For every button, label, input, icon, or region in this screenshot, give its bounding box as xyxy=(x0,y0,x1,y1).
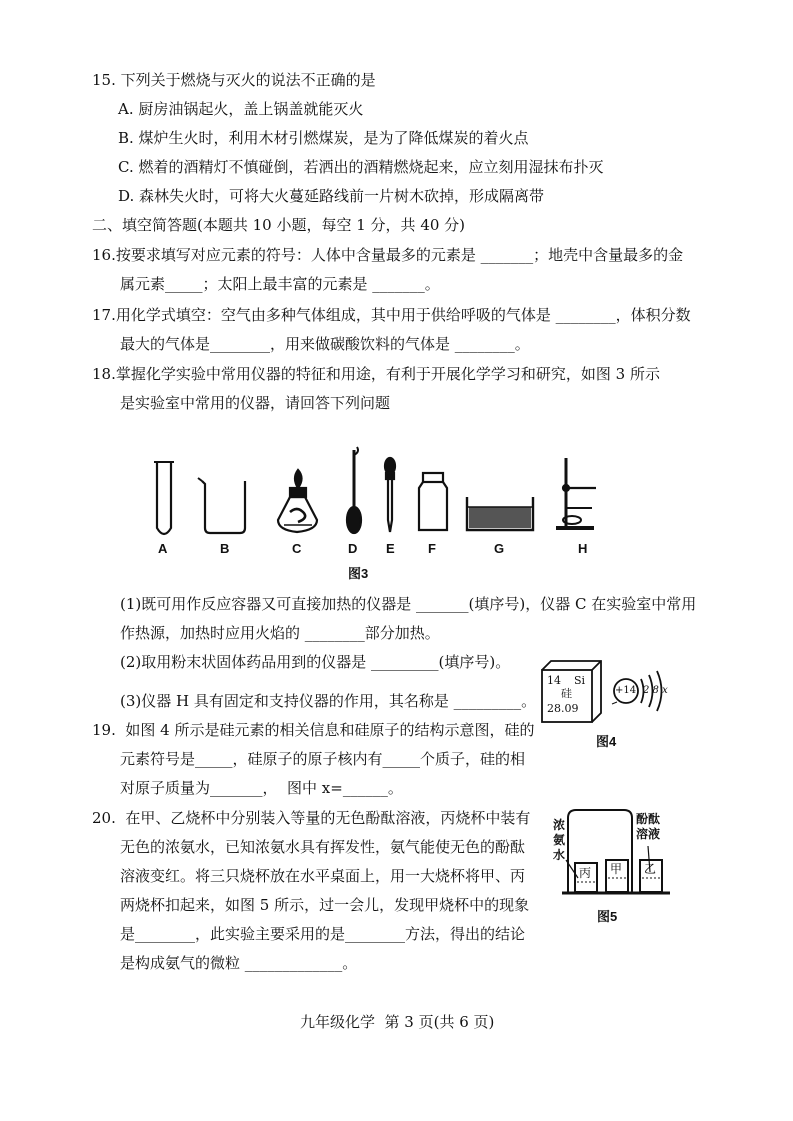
page-footer: 九年级化学 第 3 页(共 6 页) xyxy=(300,1013,495,1031)
q15-option-d: D. 森林失火时，可将大火蔓延路线前一片树木砍掉，形成隔离带 xyxy=(118,187,545,205)
fig3-label-b: B xyxy=(220,541,230,556)
fig3-caption: 图3 xyxy=(348,566,369,581)
q18-sub1-line2: 作热源，加热时应用火焰的 ________部分加热。 xyxy=(120,624,440,642)
fig5-caption: 图5 xyxy=(597,909,618,924)
q16-line2: 属元素_____；太阳上最丰富的元素是 _______。 xyxy=(120,275,440,293)
q17-line1: 17.用化学式填空：空气由多种气体组成，其中用于供给呼吸的气体是 ________，体积分数 xyxy=(92,306,691,324)
bottle-icon xyxy=(419,473,447,530)
fig5-beaker-yi: 乙 xyxy=(644,862,657,876)
fig5-label-ammonia: 浓氨水 xyxy=(553,818,566,862)
fig4-name: 硅 xyxy=(561,687,572,700)
fig4-caption: 图4 xyxy=(596,734,617,749)
q20-line2: 无色的浓氨水，已知浓氨水具有挥发性，氨气能使无色的酚酞 xyxy=(120,838,526,856)
q20-line6: 是构成氨气的微粒 _____________。 xyxy=(120,954,358,972)
q20-line3: 溶液变红。将三只烧杯放在水平桌面上，用一大烧杯将甲、丙 xyxy=(120,867,526,885)
q18-line1: 18.掌握化学实验中常用仪器的特征和用途，有利于开展化学学习和研究，如图 3 所示 xyxy=(92,365,660,383)
fig3-label-e: E xyxy=(386,541,395,556)
fig3-label-a: A xyxy=(158,541,168,556)
q18-sub1-line1: (1)既可用作反应容器又可直接加热的仪器是 _______(填序号)，仪器 C 在实验室中常用 xyxy=(120,595,697,613)
q20-line4: 两烧杯扣起来，如图 5 所示，过一会儿，发现甲烧杯中的现象 xyxy=(120,896,530,914)
fig4-symbol: Si xyxy=(574,674,586,687)
q18-sub2: (2)取用粉末状固体药品用到的仪器是 _________(填序号)。 xyxy=(120,653,511,671)
q15-option-c: C. 燃着的酒精灯不慎碰倒，若洒出的酒精燃烧起来，应立刻用湿抹布扑灭 xyxy=(118,158,604,176)
iron-stand-icon xyxy=(556,458,596,528)
fig3-label-d: D xyxy=(348,541,358,556)
beaker-icon xyxy=(202,481,245,533)
fig3-label-f: F xyxy=(428,541,436,556)
q20-line5: 是________，此实验主要采用的是________方法，得出的结论 xyxy=(120,925,526,943)
q18-sub3: (3)仪器 H 具有固定和支持仪器的作用，其名称是 _________。 xyxy=(120,692,537,710)
q17-line2: 最大的气体是________，用来做碳酸饮料的气体是 ________。 xyxy=(120,335,530,353)
fig4-atomic-number: 14 xyxy=(547,674,561,687)
q20-line1: 20. 在甲、乙烧杯中分别装入等量的无色酚酞溶液，丙烧杯中装有 xyxy=(92,809,531,827)
dropper-icon xyxy=(385,458,395,532)
fig3-label-g: G xyxy=(494,541,505,556)
fig3-label-h: H xyxy=(578,541,588,556)
q19-line1: 19. 如图 4 所示是硅元素的相关信息和硅原子的结构示意图，硅的 xyxy=(92,721,535,739)
fig3-label-c: C xyxy=(292,541,302,556)
trough-icon xyxy=(467,497,533,530)
q19-line3: 对原子质量为_______， 图中 x=______。 xyxy=(120,779,403,797)
q16-line1: 16.按要求填写对应元素的符号：人体中含量最多的元素是 _______；地壳中含量最多的金 xyxy=(92,246,684,264)
q19-line2: 元素符号是_____，硅原子的原子核内有_____个质子，硅的相 xyxy=(120,750,526,768)
fig5-label-phenolphthalein: 酚酞溶液 xyxy=(636,812,661,841)
q15-stem: 15. 下列关于燃烧与灭火的说法不正确的是 xyxy=(92,71,376,89)
test-tube-icon xyxy=(157,462,171,534)
fig5-beaker-bing: 丙 xyxy=(579,866,592,880)
fig4-nucleus: +14 xyxy=(615,685,637,696)
fig4-shells: 2 8 x xyxy=(643,685,668,696)
q15-option-a: A. 厨房油锅起火，盖上锅盖就能灭火 xyxy=(118,100,364,118)
fig4-mass: 28.09 xyxy=(547,702,579,715)
q18-line2: 是实验室中常用的仪器，请回答下列问题 xyxy=(120,394,391,412)
alcohol-lamp-icon xyxy=(278,470,317,532)
q15-option-b: B. 煤炉生火时，利用木材引燃煤炭，是为了降低煤炭的着火点 xyxy=(118,129,529,147)
fig5-beaker-jia: 甲 xyxy=(610,862,623,876)
spoon-icon xyxy=(347,447,361,533)
section-heading: 二、填空简答题(本题共 10 小题，每空 1 分，共 40 分) xyxy=(92,216,466,234)
